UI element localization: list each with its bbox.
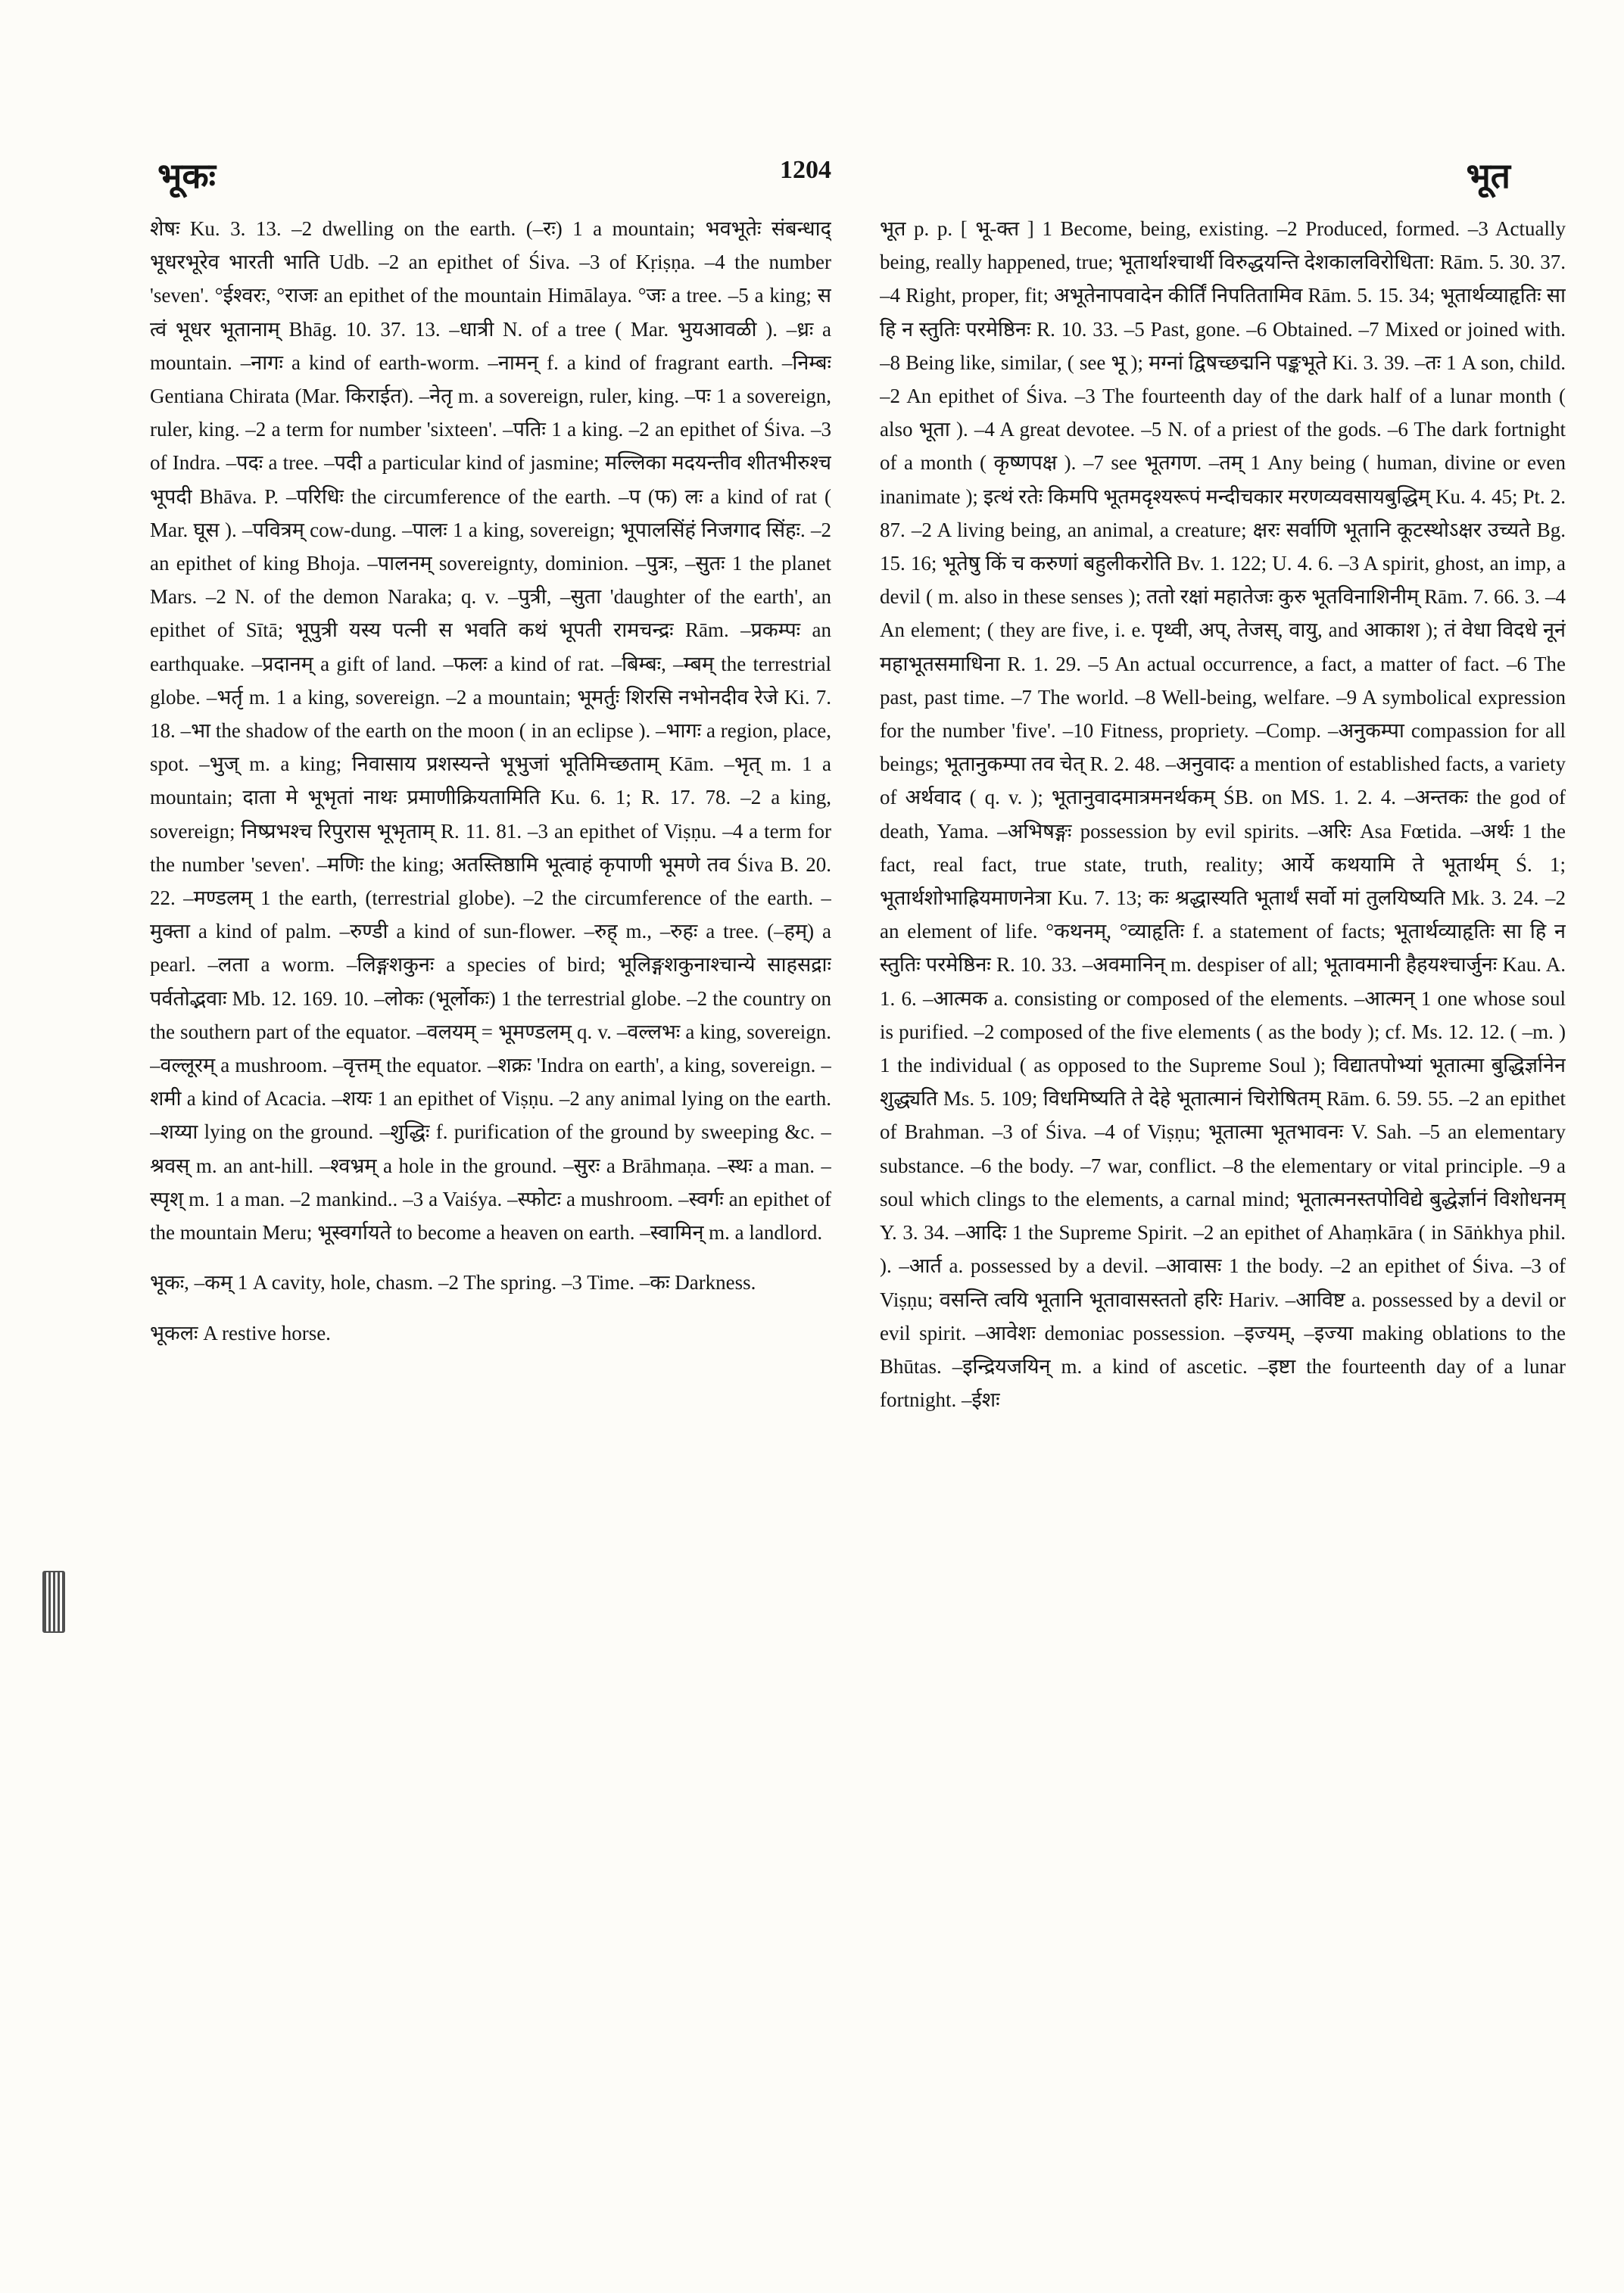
entry-bhukah: भूकः, –कम् 1 A cavity, hole, chasm. –2 The spring. –3 Time. –कः Darkness. (150, 1271, 756, 1294)
continued-entry-bhu: शेषः Ku. 3. 13. –2 dwelling on the earth. (–रः) 1 a mountain; भवभूतेः संबन्धाद् भूधरभूरेव भारती भाति Udb. –2 an epithet of Śiva. –3 of Kṛiṣṇa. –4 the number 'seven'. °ईश्वरः, °राजः an epithet of the mountain Himālaya. °जः a tree. –5 a king; स त्वं भूधर भूतानाम् Bhāg. 10. 37. 13. –धात्री N. of a tree ( Mar. भुयआवळी ). –ध्रः a mountain. –नागः a kind of earth-worm. –नामन् f. a kind of fragrant earth. –निम्बः Gentiana Chirata (Mar. किराईत). –नेतृ m. a sovereign, ruler, king. –पः 1 a sovereign, ruler, king. –2 a term for number 'sixteen'. –पतिः 1 a king. –2 an epithet of Śiva. –3 of Indra. –पदः a tree. –पदी a particular kind of jasmine; मल्लिका मदयन्तीव शीतभीरुश्च भूपदी Bhāva. P. –परिधिः the circumference of the earth. –प (फ) लः a kind of rat ( Mar. घूस ). –पवित्रम् cow-dung. –पालः 1 a king, sovereign; भूपालसिंहं निजगाद सिंहः. –2 an epithet of king Bhoja. –पालनम् sovereignty, dominion. –पुत्रः, –सुतः 1 the planet Mars. –2 N. of the demon Naraka; q. v. –पुत्री, –सुता 'daughter of the earth', an epithet of Sītā; भूपुत्री यस्य पत्नी स भवति कथं भूपती रामचन्द्रः Rām. –प्रकम्पः an earthquake. –प्रदानम् a gift of land. –फलः a kind of rat. –बिम्बः, –म्बम् the terrestrial globe. –भर्तृ m. 1 a king, sovereign. –2 a mountain; भूमर्तुः शिरसि नभोनदीव रेजे Ki. 7. 18. –भा the shadow of the earth on the moon ( in an eclipse ). –भागः a region, place, spot. –भुज् m. a king; निवासाय प्रशस्यन्ते भूभुजां भूतिमिच्छताम् Kām. –भृत् m. 1 a mountain; दाता मे भूभृतां नाथः प्रमाणीक्रियतामिति Ku. 6. 1; R. 17. 78. –2 a king, sovereign; निष्प्रभश्च रिपुरास भूभृताम् R. 11. 81. –3 an epithet of Viṣṇu. –4 a term for the number 'seven'. –मणिः the king; अतस्तिष्ठामि भूत्वाहं कृपाणी भूमणे तव Śiva B. 20. 22. –मण्डलम् 1 the earth, (terrestrial globe). –2 the circumference of the earth. –मुक्ता a kind of palm. –रुण्डी a kind of sun-flower. –रुह् m., –रुहः a tree. (–हम्) a pearl. –लता a worm. –लिङ्गशकुनः a species of bird; भूलिङ्गशकुनाश्चान्ये साहसद्राः पर्वतोद्भवाः Mb. 12. 169. 10. –लोकः (भूर्लोकः) 1 the terrestrial globe. –2 the country on the southern part of the equator. –वलयम् = भूमण्डलम् q. v. –वल्लभः a king, sovereign. –वल्लूरम् a mushroom. –वृत्तम् the equator. –शक्रः 'Indra on earth', a king, sovereign. –शमी a kind of Acacia. –शयः 1 an epithet of Viṣṇu. –2 any animal lying on the earth. –शय्या lying on the ground. –शुद्धिः f. purification of the ground by sweeping &c. –श्रवस् m. an ant-hill. –श्वभ्रम् a hole in the ground. –सुरः a Brāhmaṇa. –स्थः a man. –स्पृश् m. 1 a man. –2 mankind.. –3 a Vaiśya. –स्फोटः a mushroom. –स्वर्गः an epithet of the mountain Meru; भूस्वर्गायते to become a heaven on earth. –स्वामिन् m. a landlord. (150, 217, 831, 1245)
page-header (0, 151, 1624, 204)
entry-bhuta: भूत p. p. [ भू-क्त ] 1 Become, being, existing. –2 Produced, formed. –3 Actually being, really happened, true; भूतार्थाश्चार्थी विरुद्धयन्ति देशकालविरोधिता: Rām. 5. 30. 37. –4 Right, proper, fit; अभूतेनापवादेन कीर्तिं निपतितामिव Rām. 5. 15. 34; भूतार्थव्याहृतिः सा हि न स्तुतिः परमेष्ठिनः R. 10. 33. –5 Past, gone. –6 Obtained. –7 Mixed or joined with. –8 Being like, similar, ( see भू ); मग्नां द्विषच्छद्मनि पङ्कभूते Ki. 3. 39. –तः 1 A son, child. –2 An epithet of Śiva. –3 The fourteenth day of the dark half of a lunar month ( also भूता ). –4 A great devotee. –5 N. of a priest of the gods. –6 The dark fortnight of a month ( कृष्णपक्ष ). –7 see भूतगण. –तम् 1 Any being ( human, divine or even inanimate ); इत्थं रतेः किमपि भूतमदृश्यरूपं मन्दीचकार मरणव्यवसायबुद्धिम् Ku. 4. 45; Pt. 2. 87. –2 A living being, an animal, a creature; क्षरः सर्वाणि भूतानि कूटस्थोऽक्षर उच्यते Bg. 15. 16; भूतेषु किं च करुणां बहुलीकरोति Bv. 1. 122; U. 4. 6. –3 A spirit, ghost, an imp, a devil ( m. also in these senses ); ततो रक्षां महातेजः कुरु भूतविनाशिनीम् Rām. 7. 66. 3. –4 An element; ( they are five, i. e. पृथ्वी, अप्, तेजस्, वायु, and आकाश ); तं वेधा विदधे नूनं महाभूतसमाधिना R. 1. 29. –5 An actual occurrence, a fact, a matter of fact. –6 The past, past time. –7 The world. –8 Well-being, welfare. –9 A symbolical expression for the number 'five'. –10 Fitness, propriety. –Comp. –अनुकम्पा compassion for all beings; भूतानुकम्पा तव चेत् R. 2. 48. –अनुवादः a mention of established facts, a variety of अर्थवाद ( q. v. ); भूतानुवादमात्रमनर्थकम् ŚB. on MS. 1. 2. 4. –अन्तकः the god of death, Yama. –अभिषङ्गः possession by evil spirits. –अरिः Asa Fœtida. –अर्थः 1 the fact, real fact, true state, truth, reality; आर्ये कथयामि ते भूतार्थम् Ś. 1; भूतार्थशोभाह्रियमाणनेत्रा Ku. 7. 13; कः श्रद्धास्यति भूतार्थं सर्वो मां तुलयिष्यति Mk. 3. 24. –2 an element of life. °कथनम्, °व्याहृतिः f. a statement of facts; भूतार्थव्याहृतिः सा हि न स्तुतिः परमेष्ठिनः R. 10. 33. –अवमानिन् m. despiser of all; भूतावमानी हैहयश्चार्जुनः Kau. A. 1. 6. –आत्मक a. consisting or composed of the elements. –आत्मन् 1 one whose soul is purified. –2 composed of the five elements ( as the body ); cf. Ms. 12. 12. ( –m. ) 1 the individual ( as opposed to the Supreme Soul ); विद्यातपोभ्यां भूतात्मा बुद्धिर्ज्ञानेन शुद्ध्यति Ms. 5. 109; विधमिष्यति ते देहे भूतात्मानं चिरोषितम् Rām. 6. 59. 55. –2 an epithet of Brahman. –3 of Śiva. –4 of Viṣṇu; भूतात्मा भूतभावनः V. Sah. –5 an elementary substance. –6 the body. –7 war, conflict. –8 the elementary or vital principle. –9 a soul which clings to the elements, a carnal mind; भूतात्मनस्तपोविद्ये बुद्धेर्ज्ञानं विशोधनम् Y. 3. 34. –आदिः 1 the Supreme Spirit. –2 an epithet of Ahaṃkāra ( in Sāṅkhya phil. ). –आर्त a. possessed by a devil. –आवासः 1 the body. –2 an epithet of Śiva. –3 of Viṣṇu; वसन्ति त्वयि भूतानि भूतावासस्ततो हरिः Hariv. –आविष्ट a. possessed by a devil or evil spirit. –आवेशः demoniac possession. –इज्यम्, –इज्या making oblations to the Bhūtas. –इन्द्रियजयिन् m. a kind of ascetic. –इष्टा the fourteenth day of a lunar fortnight. –ईशः (880, 217, 1566, 1412)
right-column (880, 212, 1566, 2188)
left-column (150, 212, 831, 2188)
right-running-headword: भूत (1466, 155, 1510, 196)
margin-binding-mark (42, 1571, 65, 1633)
page-number: 1204 (780, 156, 831, 184)
left-running-headword: भूकः (157, 155, 216, 196)
entry-bhukalah: भूकलः A restive horse. (150, 1321, 331, 1344)
